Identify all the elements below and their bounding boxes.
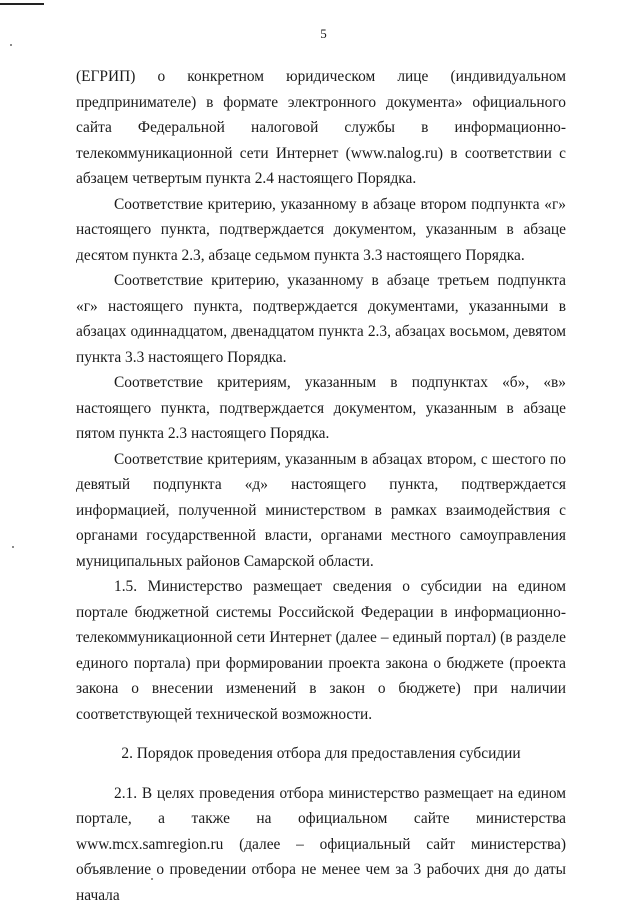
page-number: 5 — [0, 26, 639, 42]
paragraph: 2.1. В целях проведения отбора министерство размещает на едином портале, а также на официальном сайте министерства www.mcx.samregion.ru (далее – официальный сайт министерства) объявление о проведении отбора не менее чем за 3 рабочих дня до даты начала — [76, 781, 566, 908]
scan-speck — [10, 44, 12, 46]
section-heading: 2. Порядок проведения отбора для предоставления субсидии — [76, 741, 566, 767]
paragraph: Соответствие критериям, указанным в абзацах втором, с шестого по девятый подпункта «д» настоящего пункта, подтверждается информацией, полученной министерством в рамках взаимодействия с органами государственной власти, органами местного самоуправления муниципальных районов Самарской области. — [76, 447, 566, 575]
scan-corner-mark — [0, 3, 44, 5]
paragraph: Соответствие критерию, указанному в абзаце втором подпункта «г» настоящего пункта, подтверждается документом, указанным в абзаце десятом пункта 2.3, абзаце седьмом пункта 3.3 настоящего Порядка. — [76, 192, 566, 269]
paragraph: 1.5. Министерство размещает сведения о субсидии на едином портале бюджетной системы Российской Федерации в информационно-телекоммуникационной сети Интернет (далее – единый портал) (в разделе единого портала) при формировании проекта закона о бюджете (проекта закона о внесении изменений в закон о бюджете) при наличии соответствующей технической возможности. — [76, 574, 566, 727]
scan-speck — [12, 546, 14, 548]
paragraph: Соответствие критерию, указанному в абзаце третьем подпункта «г» настоящего пункта, подтверждается документами, указанными в абзацах одиннадцатом, двенадцатом пункта 2.3, абзацах восьмом, девятом пункта 3.3 настоящего Порядка. — [76, 268, 566, 370]
paragraph: Соответствие критериям, указанным в подпунктах «б», «в» настоящего пункта, подтверждается документом, указанным в абзаце пятом пункта 2.3 настоящего Порядка. — [76, 370, 566, 447]
paragraph: (ЕГРИП) о конкретном юридическом лице (индивидуальном предпринимателе) в формате электронного документа» официального сайта Федеральной налоговой службы в информационно-телекоммуникационной сети Интернет (www.nalog.ru) в соответствии с абзацем четвертым пункта 2.4 настоящего Порядка. — [76, 64, 566, 192]
document-body — [76, 64, 566, 908]
